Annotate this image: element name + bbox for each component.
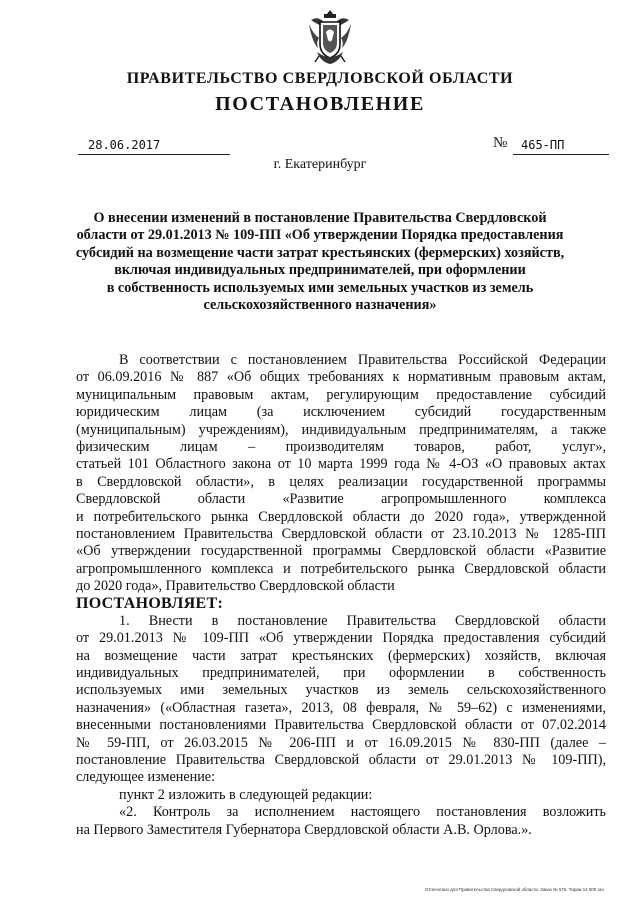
subject-line: О внесении изменений в постановление Правительства Свердловской [93,210,547,226]
item-1-line: индивидуальных предпринимателей, при оформлении в собственность [76,665,606,682]
document-date: 28.06.2017 [88,138,161,152]
subject-line: субсидий на возмещение части затрат крестьянских (фермерских) хозяйств, [75,244,565,261]
item-1-line: 1. Внести в постановление Правительства Свердловской области [119,612,606,629]
preamble-line: муниципальным правовым актам, регулирующим предоставление субсидий [76,386,606,403]
preamble-line: до 2020 года», Правительство Свердловской области [76,578,395,595]
item-1-line: на возмещение части затрат крестьянских (фермерских) хозяйств, включая [76,647,606,664]
coat-of-arms-icon [305,8,355,68]
preamble-line: юридическим лицам (за исключением субсидий государственным [76,404,606,421]
preamble-line: постановлением Правительства Свердловской области от 23.10.2013 № 1285-ПП [76,525,606,542]
subject-line: в собственность используемых ими земельных участков из земель [106,279,534,296]
item-1-line: № 59-ПП, от 26.03.2015 № 206-ПП и от 16.09.2015 № 830-ПП (далее – [76,734,606,751]
preamble-line: «Об утверждении государственной программы Свердловской области «Развитие [76,543,606,560]
government-title: ПРАВИТЕЛЬСТВО СВЕРДЛОВСКОЙ ОБЛАСТИ [126,70,514,87]
item-1-line: следующее изменение: [76,769,216,786]
item-1-quote-line: на Первого Заместителя Губернатора Свердловской области А.В. Орлова.». [76,821,532,838]
document-subject [70,210,570,314]
number-label: № [493,135,508,151]
preamble-line: от 06.09.2016 № 887 «Об общих требованиях к нормативным правовым актам, [76,369,606,386]
preamble-line: Свердловской области «Развитие агропромышленного комплекса [76,491,606,508]
document-body [76,352,606,839]
city: г. Екатеринбург [273,157,367,172]
preamble-line: (муниципальным) учреждениям), индивидуальным предпринимателям, а также [76,421,606,438]
subject-line: области от 29.01.2013 № 109-ПП «Об утверждении Порядка предоставления [76,227,564,244]
preamble-line: статьей 101 Областного закона от 10 марта 1999 года № 4-ОЗ «О правовых актах [76,456,606,473]
date-field [78,138,230,155]
item-1-line: внесенными постановлениями Правительства Свердловской области от 07.02.2014 [76,717,606,734]
preamble-line: агропромышленного комплекса и потребительского рынка Свердловской области [76,560,606,577]
preamble-line: В соответствии с постановлением Правительства Российской Федерации [119,352,606,368]
subject-line: сельскохозяйственного назначения» [203,297,437,314]
preamble-line: и потребительского рынка Свердловской области до 2020 года», утвержденной [76,508,606,525]
subject-line: включая индивидуальных предпринимателей, при оформлении [114,262,526,279]
resolves-heading: ПОСТАНОВЛЯЕТ: [76,595,224,613]
document-type: ПОСТАНОВЛЕНИЕ [215,93,425,115]
item-1-line: назначения» («Областная газета», 2013, 08 февраля, № 59–62) с изменениями, [76,699,606,716]
preamble-line: в Свердловской области», в целях реализации государственной программы [76,473,606,490]
item-1-quote-line: «2. Контроль за исполнением настоящего постановления возложить [119,804,606,821]
item-1-line: используемых ими земельных участков из земель сельскохозяйственного [76,682,606,699]
item-1-line: постановление Правительства Свердловской области от 29.01.2013 № 109-ПП), [76,751,606,768]
item-1-line: от 29.01.2013 № 109-ПП «Об утверждении Порядка предоставления субсидий [76,630,606,647]
print-imprint: Отпечатано для Правительства Свердловской области. Заказ № 575. Тираж 14 000 экз. [425,887,605,892]
document-number: 465-ПП [521,138,565,152]
item-1-point: пункт 2 изложить в следующей редакции: [119,786,373,803]
number-field [513,138,609,155]
preamble-line: физическим лицам – производителям товаров, работ, услуг», [76,438,606,455]
